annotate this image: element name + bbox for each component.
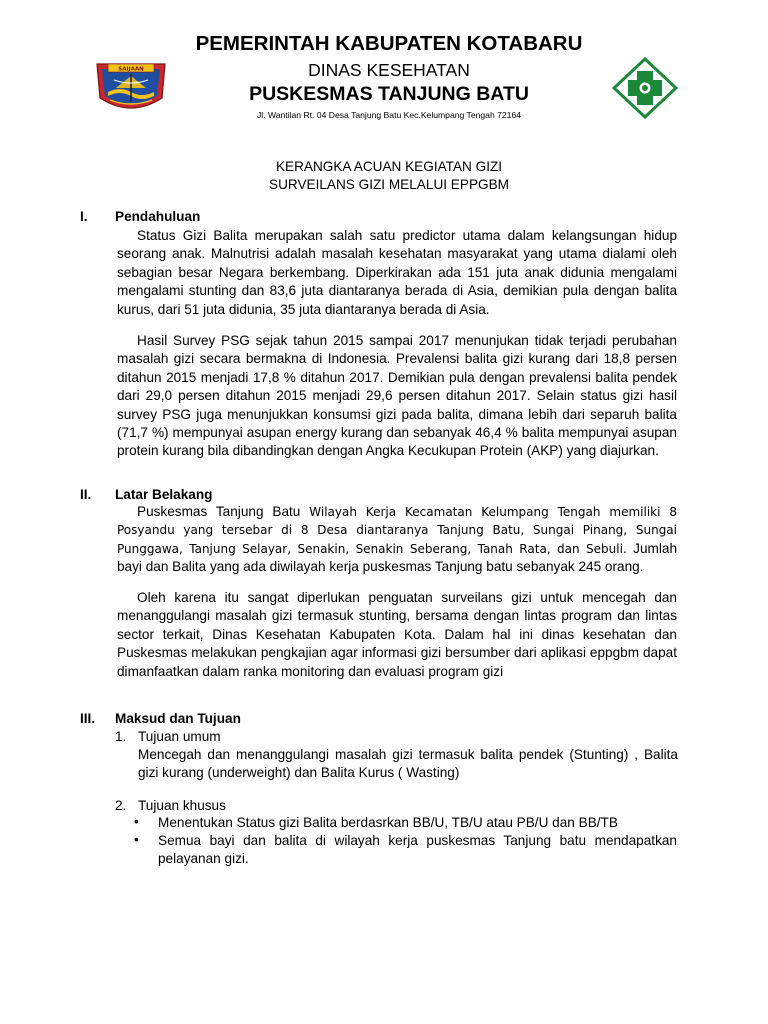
- section-2-title: Latar Belakang: [115, 487, 213, 502]
- kotabaru-emblem-icon: [94, 58, 168, 116]
- bullet-item-1: Menentukan Status gizi Balita berdasrkan BB/U, TB/U atau PB/U dan BB/TB: [158, 815, 618, 830]
- section-3-title: Maksud dan Tujuan: [115, 711, 241, 726]
- list-item-2-number: 2.: [115, 798, 127, 813]
- emblem-text: SAIJAAN: [118, 66, 144, 73]
- header-department: DINAS KESEHATAN: [308, 60, 470, 80]
- header-address: Jl. Wantilan Rt. 04 Desa Tanjung Batu Kec.Kelumpang Tengah 72164: [256, 110, 522, 120]
- section-2-villages: Wilayah Kerja Kecamatan Kelumpang Tengah memiliki 8 Posyandu yang tersebar di 8 Desa diantaranya Tanjung Batu, Sungai Pinang, Sungai Punggawa, Tanjung Selayar, Senakin, Senakin Seberang, Tanah Rata, dan Sebuli.: [117, 505, 677, 556]
- doc-title-line1: KERANGKA ACUAN KEGIATAN GIZI: [275, 159, 503, 174]
- section-1-number: I.: [80, 209, 88, 224]
- section-2-population: Jumlah bayi dan Balita yang ada diwilayah kerja puskesmas Tanjung batu sebanyak 245 orang.: [117, 540, 678, 575]
- section-1-paragraph-2: Hasil Survey PSG sejak tahun 2015 sampai 2017 menunjukan tidak terjadi perubahan masalah gizi secara bermakna di Indonesia. Prevalensi balita gizi kurang dari 18,8 persen ditahun 2015 menjadi 17,8 % ditahun 2017. Demikian pula dengan prevalensi balita pendek dari 29,0 persen ditahun 2015 menjadi 29,6 persen ditahun 2017. Selain status gizi hasil survey PSG juga menunjukkan konsumsi gizi pada balita, dimana lebih dari separuh balita (71,7 %) mempunyai asupan energy kurang dan sebanyak 46,4 % balita mempunyai asupan protein kurang bila dibandingkan dengan Angka Kecukupan Protein (AKP) yang diajurkan.: [117, 333, 677, 459]
- section-1-title: Pendahuluan: [115, 209, 201, 224]
- bullet-marker: •: [134, 814, 139, 829]
- section-2-paragraph-1: [117, 503, 677, 577]
- section-3-number: III.: [80, 711, 96, 726]
- puskesmas-cross-icon: [612, 57, 678, 119]
- list-item-1-label: Tujuan umum: [138, 729, 221, 744]
- section-2-paragraph-2: Oleh karena itu sangat diperlukan penguatan surveilans gizi untuk mencegah dan menanggulangi masalah gizi termasuk stunting, bersama dengan lintas program dan lintas sector terkait, Dinas Kesehatan Kabupaten Kota. Dalam hal ini dinas kesehatan dan Puskesmas melakukan pengkajian agar informasi gizi bersumber dari aplikasi eppgbm dapat dimanfaatkan dalam ranka monitoring dan evaluasi program gizi: [117, 590, 677, 679]
- list-item-2-label: Tujuan khusus: [138, 798, 226, 813]
- section-1-paragraph-1: Status Gizi Balita merupakan salah satu predictor utama dalam kelangsungan hidup seorang anak. Malnutrisi adalah masalah kesehatan masyarakat yang utama dialami oleh sebagian besar Negara berkembang. Diperkirakan ada 151 juta anak didunia mengalami mengalami stunting dan 83,6 juta diantaranya berada di Asia, demikian pula dengan balita kurus, dari 51 juta didunia, 35 juta diantaranya berada di Asia.: [117, 228, 677, 317]
- header-puskesmas: PUSKESMAS TANJUNG BATU: [249, 83, 529, 105]
- section-2-lead: Puskesmas Tanjung Batu: [137, 504, 301, 519]
- header-government: PEMERINTAH KABUPATEN KOTABARU: [195, 32, 583, 55]
- list-item-1-number: 1.: [115, 729, 127, 744]
- bullet-marker: •: [134, 832, 139, 847]
- list-item-1-text: Mencegah dan menanggulangi masalah gizi termasuk balita pendek (Stunting) , Balita gizi kurang (underweight) dan Balita Kurus ( Wasting): [138, 747, 678, 781]
- doc-title-line2: SURVEILANS GIZI MELALUI EPPGBM: [269, 177, 509, 192]
- section-2-number: II.: [80, 487, 92, 502]
- bullet-item-2: Semua bayi dan balita di wilayah kerja puskesmas Tanjung batu mendapatkan pelayanan gizi.: [158, 833, 677, 867]
